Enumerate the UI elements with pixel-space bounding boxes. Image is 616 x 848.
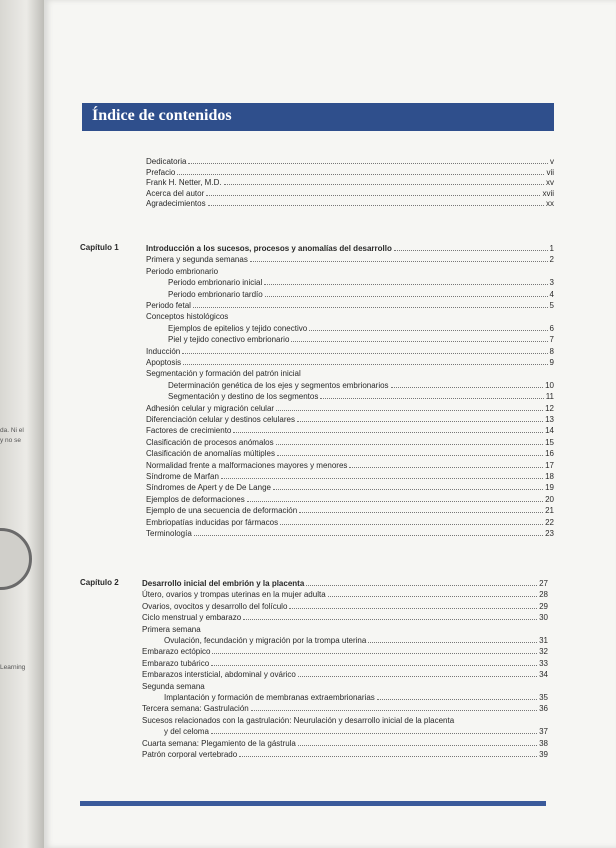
toc-entry-page: 31 — [539, 636, 548, 645]
toc-entry — [168, 391, 554, 402]
toc-entry-page: 11 — [545, 392, 554, 402]
toc-entry-page: 7 — [549, 335, 554, 345]
chapter-1-label: Capítulo 1 — [80, 243, 119, 252]
toc-entry-title: Agradecimientos — [146, 199, 206, 209]
toc-leader-dots — [298, 738, 537, 746]
toc-entry — [146, 448, 554, 459]
toc-entry-title: Prefacio — [146, 167, 176, 177]
toc-entry-title: Síndrome de Marfan — [146, 472, 219, 481]
toc-leader-dots — [277, 448, 543, 456]
toc-leader-dots — [211, 658, 537, 666]
toc-leader-dots — [291, 334, 547, 342]
toc-leader-dots — [328, 589, 537, 597]
toc-entry-page: 15 — [545, 437, 554, 447]
toc-entry-title: Piel y tejido conectivo embrionario — [168, 335, 290, 345]
toc-entry — [146, 494, 554, 505]
adjacent-page-edge — [0, 0, 44, 848]
toc-entry-title: Periodo embrionario — [146, 266, 219, 276]
toc-entry-page: 32 — [539, 647, 548, 657]
toc-leader-dots — [349, 460, 543, 468]
toc-entry-title: Dedicatoria — [146, 157, 187, 166]
toc-leader-dots — [368, 635, 537, 643]
toc-entry — [146, 346, 554, 357]
seal-mark — [0, 528, 32, 590]
toc-entry-page: v — [550, 157, 554, 166]
toc-entry — [146, 414, 554, 425]
toc-leader-dots — [212, 646, 537, 654]
toc-entry-page: xx — [546, 199, 554, 209]
toc-entry-title: Cuarta semana: Plegamiento de la gástrula — [142, 738, 296, 748]
toc-entry-page: vii — [546, 167, 554, 177]
toc-entry — [142, 612, 548, 623]
toc-leader-dots — [391, 380, 544, 388]
toc-entry-title: Conceptos histológicos — [146, 312, 229, 322]
toc-entry-title: Tercera semana: Gastrulación — [142, 704, 249, 714]
toc-entry-page: 38 — [539, 738, 548, 748]
toc-entry-title: Segunda semana — [142, 681, 205, 691]
toc-leader-dots — [188, 156, 548, 164]
toc-entry — [168, 277, 554, 288]
toc-entry — [142, 715, 548, 726]
toc-entry-page: 33 — [539, 658, 548, 668]
toc-entry — [146, 243, 554, 254]
toc-entry-title: Periodo fetal — [146, 301, 191, 310]
toc-entry — [142, 738, 548, 749]
toc-leader-dots — [233, 425, 543, 433]
toc-entry — [146, 425, 554, 436]
toc-entry-page: 3 — [549, 278, 554, 288]
toc-entry-page: 39 — [539, 750, 548, 759]
toc-entry-page: xvii — [542, 188, 554, 198]
toc-entry — [146, 471, 554, 482]
toc-entry-title: Desarrollo inicial del embrión y la placenta — [142, 579, 305, 588]
toc-entry-page: 20 — [545, 494, 554, 504]
toc-entry — [146, 188, 554, 199]
toc-leader-dots — [251, 703, 537, 711]
toc-entry-title: Patrón corporal vertebrado — [142, 750, 238, 759]
toc-entry-page: 12 — [545, 403, 554, 413]
toc-entry-title: Ejemplos de epitelios y tejido conectivo — [168, 323, 308, 333]
toc-leader-dots — [289, 601, 537, 609]
toc-entry-title: Embriopatías inducidas por fármacos — [146, 517, 279, 527]
toc-entry — [164, 635, 548, 646]
toc-leader-dots — [250, 254, 548, 262]
toc-entry-title: Apoptosis — [146, 358, 182, 367]
toc-entry — [142, 749, 548, 760]
toc-entry — [168, 334, 554, 345]
toc-entry-page: xv — [546, 178, 554, 188]
toc-leader-dots — [206, 188, 540, 196]
toc-entry-title: Útero, ovarios y trompas uterinas en la mujer adulta — [142, 590, 326, 600]
toc-entry-title: Frank H. Netter, M.D. — [146, 178, 222, 188]
toc-leader-dots — [224, 177, 544, 185]
toc-entry-title: Ovulación, fecundación y migración por la trompa uterina — [164, 636, 367, 645]
toc-leader-dots — [320, 391, 543, 399]
toc-leader-dots — [183, 357, 547, 365]
toc-entry — [142, 669, 548, 680]
toc-leader-dots — [394, 243, 548, 251]
toc-leader-dots — [265, 289, 548, 297]
toc-entry-page: 34 — [539, 670, 548, 680]
adjacent-page-snippet: da. Ni el — [0, 427, 24, 434]
toc-entry-title: y del celoma — [164, 727, 209, 737]
toc-entry-page: 8 — [549, 346, 554, 356]
toc-entry-page: 4 — [549, 289, 554, 299]
toc-entry-title: Primera semana — [142, 624, 201, 634]
toc-entry-title: Clasificación de procesos anómalos — [146, 437, 274, 447]
toc-leader-dots — [306, 578, 537, 586]
toc-entry-title: Sucesos relacionados con la gastrulación: Neurulación y desarrollo inicial de la placenta — [142, 715, 455, 725]
toc-entry — [142, 681, 548, 692]
page-title: Índice de contenidos — [92, 107, 232, 124]
toc-entry — [146, 266, 554, 277]
toc-entry — [146, 357, 554, 368]
toc-leader-dots — [309, 323, 547, 331]
toc-entry-page: 10 — [545, 380, 554, 390]
toc-leader-dots — [299, 505, 543, 513]
toc-entry-title: Periodo embrionario inicial — [168, 278, 263, 288]
toc-entry-title: Ejemplo de una secuencia de deformación — [146, 506, 298, 516]
toc-entry-page: 14 — [545, 426, 554, 436]
toc-entry-title: Inducción — [146, 346, 181, 356]
toc-entry-page: 23 — [545, 529, 554, 538]
toc-leader-dots — [297, 414, 543, 422]
toc-entry-title: Diferenciación celular y destinos celulares — [146, 415, 295, 424]
toc-leader-dots — [264, 277, 547, 285]
toc-entry — [142, 703, 548, 714]
header-bar — [82, 103, 554, 131]
toc-entry-title: Introducción a los sucesos, procesos y anomalías del desarrollo — [146, 244, 392, 253]
toc-entry-title: Embarazo tubárico — [142, 658, 210, 668]
toc-entry-title: Ciclo menstrual y embarazo — [142, 613, 242, 623]
toc-entry-title: Clasificación de anomalías múltiples — [146, 449, 275, 459]
toc-entry — [146, 167, 554, 178]
toc-entry-page: 37 — [539, 727, 548, 737]
toc-entry — [146, 437, 554, 448]
toc-entry-page: 17 — [545, 460, 554, 470]
toc-entry-page: 5 — [549, 301, 554, 310]
toc-page — [44, 0, 616, 848]
toc-entry — [142, 646, 548, 657]
toc-entry-title: Ejemplos de deformaciones — [146, 494, 245, 504]
toc-leader-dots — [208, 198, 544, 206]
toc-entry-title: Acerca del autor — [146, 188, 205, 198]
adjacent-page-snippet: y no se — [0, 437, 21, 444]
toc-entry-title: Embarazo ectópico — [142, 647, 211, 657]
toc-entry-title: Ovarios, ovocitos y desarrollo del folículo — [142, 601, 288, 611]
toc-leader-dots — [194, 528, 543, 536]
toc-entry — [146, 156, 554, 167]
toc-entry-page: 1 — [549, 244, 554, 253]
toc-leader-dots — [298, 669, 537, 677]
toc-leader-dots — [239, 749, 537, 757]
toc-leader-dots — [221, 471, 543, 479]
adjacent-page-snippet: Learning — [0, 664, 26, 671]
toc-entry-page: 2 — [549, 255, 554, 265]
toc-entry-title: Implantación y formación de membranas extraembrionarias — [164, 693, 375, 702]
toc-entry-title: Segmentación y destino de los segmentos — [168, 392, 319, 402]
toc-entry-page: 13 — [545, 415, 554, 424]
toc-entry — [146, 198, 554, 209]
toc-entry — [146, 460, 554, 471]
toc-entry — [146, 403, 554, 414]
toc-entry — [142, 658, 548, 669]
toc-leader-dots — [211, 726, 537, 734]
toc-entry-title: Segmentación y formación del patrón inicial — [146, 369, 301, 379]
toc-entry-page: 29 — [539, 601, 548, 611]
toc-entry-title: Síndromes de Apert y de De Lange — [146, 483, 271, 493]
toc-entry — [146, 368, 554, 379]
toc-entry — [146, 254, 554, 265]
toc-entry — [142, 601, 548, 612]
toc-entry-title: Primera y segunda semanas — [146, 255, 248, 265]
footer-bar — [80, 801, 546, 806]
toc-leader-dots — [177, 167, 544, 175]
toc-entry-page: 6 — [549, 323, 554, 333]
toc-entry-page: 30 — [539, 613, 548, 623]
toc-entry-page: 16 — [545, 449, 554, 459]
toc-entry — [142, 578, 548, 589]
toc-entry — [146, 505, 554, 516]
chapter-2-label: Capítulo 2 — [80, 578, 119, 587]
toc-entry-page: 36 — [539, 704, 548, 714]
toc-leader-dots — [280, 517, 543, 525]
toc-entry-page: 18 — [545, 472, 554, 481]
toc-entry — [142, 624, 548, 635]
toc-entry-page: 21 — [545, 506, 554, 516]
toc-entry — [168, 380, 554, 391]
toc-leader-dots — [276, 437, 543, 445]
toc-leader-dots — [276, 403, 543, 411]
toc-entry — [168, 323, 554, 334]
toc-entry-title: Terminología — [146, 529, 192, 538]
toc-entry — [164, 692, 548, 703]
toc-entry — [142, 589, 548, 600]
toc-entry — [146, 482, 554, 493]
toc-entry-title: Periodo embrionario tardío — [168, 289, 263, 299]
toc-entry-page: 9 — [549, 358, 554, 367]
toc-entry-page: 35 — [539, 693, 548, 702]
toc-entry-title: Factores de crecimiento — [146, 426, 232, 436]
toc-leader-dots — [182, 346, 547, 354]
toc-leader-dots — [273, 482, 543, 490]
toc-entry — [146, 311, 554, 322]
toc-entry — [164, 726, 548, 737]
toc-entry-page: 28 — [539, 590, 548, 600]
toc-leader-dots — [377, 692, 537, 700]
toc-leader-dots — [243, 612, 537, 620]
toc-entry-page: 27 — [539, 579, 548, 588]
toc-entry — [146, 177, 554, 188]
toc-leader-dots — [247, 494, 543, 502]
toc-entry — [146, 300, 554, 311]
toc-entry-title: Adhesión celular y migración celular — [146, 403, 275, 413]
toc-entry — [146, 528, 554, 539]
toc-entry-title: Embarazos intersticial, abdominal y ovárico — [142, 670, 296, 680]
toc-entry-title: Determinación genética de los ejes y segmentos embrionarios — [168, 380, 389, 390]
toc-entry-title: Normalidad frente a malformaciones mayores y menores — [146, 460, 348, 470]
toc-entry — [168, 289, 554, 300]
toc-entry-page: 19 — [545, 483, 554, 493]
toc-leader-dots — [193, 300, 548, 308]
toc-entry-page: 22 — [545, 517, 554, 527]
toc-entry — [146, 517, 554, 528]
